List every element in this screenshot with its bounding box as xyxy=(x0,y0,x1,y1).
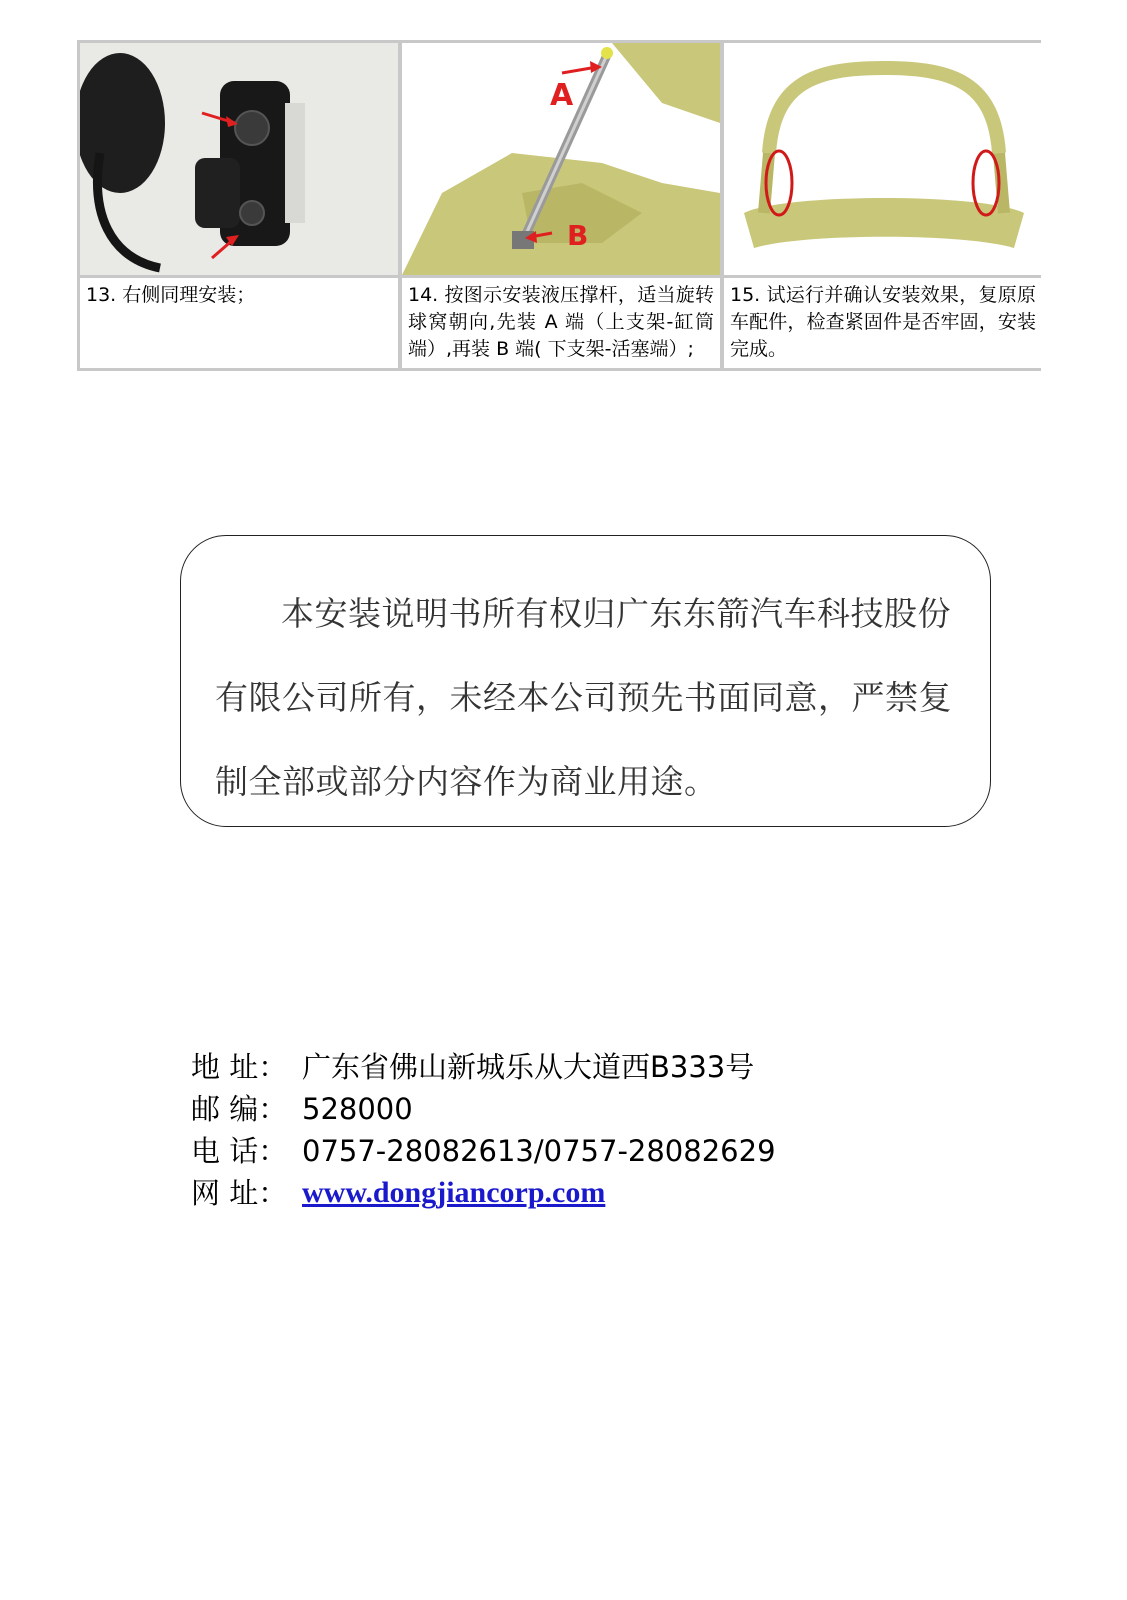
website-link[interactable]: www.dongjiancorp.com xyxy=(302,1176,606,1209)
phone-value: 0757-28082613/0757-28082629 xyxy=(302,1134,776,1168)
label-b: B xyxy=(567,219,589,252)
postcode-value: 528000 xyxy=(302,1092,413,1126)
address-row xyxy=(191,1046,776,1088)
postcode-row xyxy=(191,1088,776,1130)
postcode-label: 邮 编： xyxy=(191,1092,288,1126)
copyright-text: 本安装说明书所有权归广东东箭汽车科技股份有限公司所有，未经本公司预先书面同意，严禁复制全部或部分内容作为商业用途。 xyxy=(215,594,952,801)
step-15-photo xyxy=(724,43,1042,275)
step-14-photo xyxy=(402,43,720,275)
step-14-caption: 14. 按图示安装液压撑杆，适当旋转球窝朝向,先装 A 端（上支架-缸筒端）,再装 B 端( 下支架-活塞端）; xyxy=(402,278,720,368)
frame-diagram xyxy=(724,43,1042,275)
website-row xyxy=(191,1172,776,1214)
address-value: 广东省佛山新城乐从大道西B333号 xyxy=(302,1050,755,1084)
copyright-notice xyxy=(180,535,991,827)
step-13-caption: 13. 右侧同理安装； xyxy=(80,278,398,368)
phone-row xyxy=(191,1130,776,1172)
contact-info xyxy=(191,1046,776,1214)
strut-diagram xyxy=(402,43,720,275)
address-label: 地 址： xyxy=(191,1050,288,1084)
step-13-photo xyxy=(80,43,398,275)
phone-label: 电 话： xyxy=(191,1134,288,1168)
label-a: A xyxy=(550,78,574,113)
website-label: 网 址： xyxy=(191,1176,288,1210)
step-15-caption: 15. 试运行并确认安装效果，复原原车配件，检查紧固件是否牢固，安装完成。 xyxy=(724,278,1042,368)
installation-steps-table xyxy=(77,40,1041,371)
bracket-photo xyxy=(80,43,398,275)
